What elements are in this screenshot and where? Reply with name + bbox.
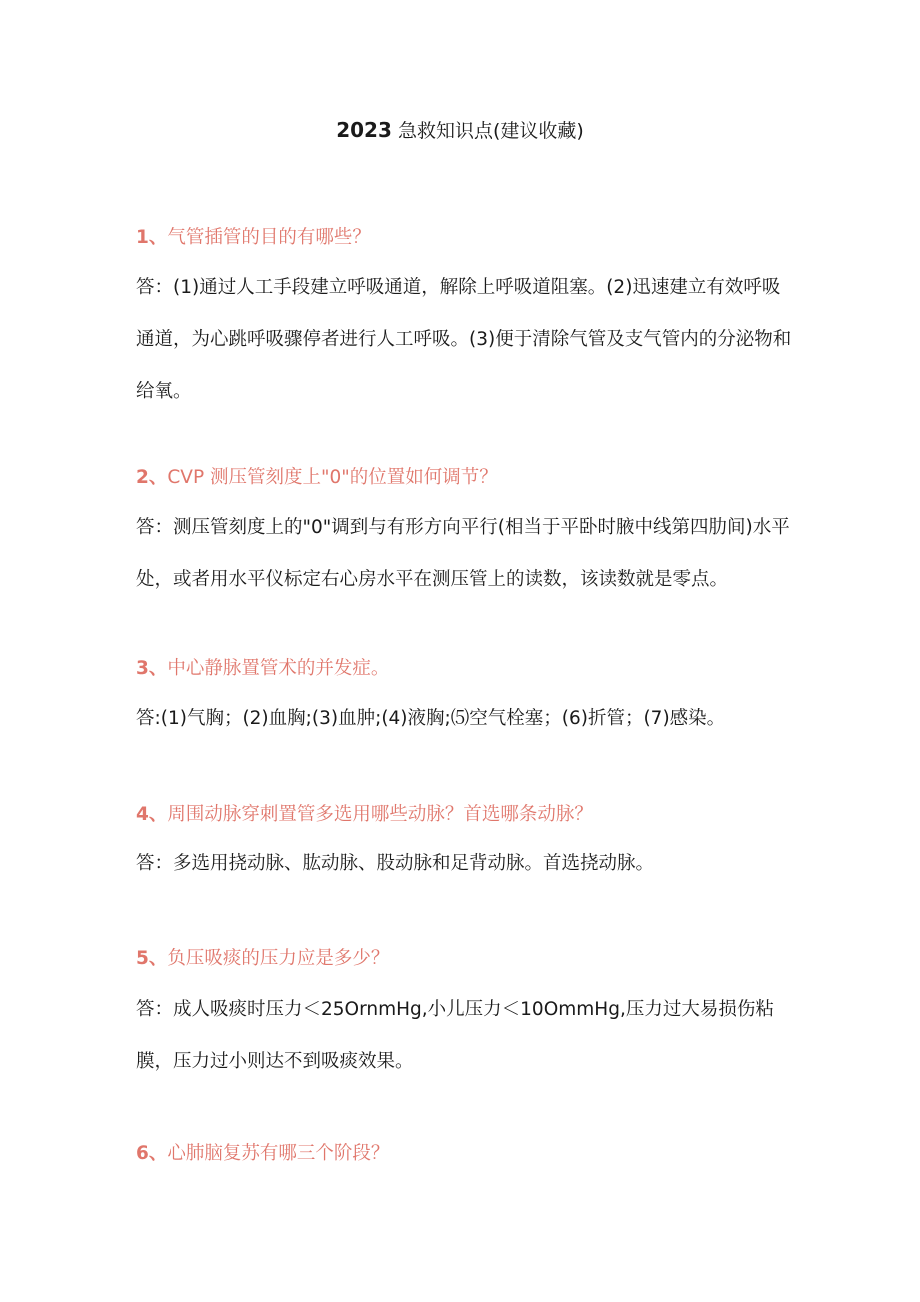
answer-line: 答：多选用挠动脉、肱动脉、股动脉和足背动脉。首选挠动脉。 (136, 853, 655, 874)
document-title (0, 117, 920, 144)
question-number: 1、 (136, 227, 168, 248)
question-text: 中心静脉置管术的并发症。 (167, 658, 390, 679)
question-text: CVP 测压管刻度上"0"的位置如何调节？ (167, 467, 498, 488)
answer-3 (136, 693, 788, 745)
question-text: 心肺脑复苏有哪三个阶段？ (167, 1143, 390, 1164)
question-2 (136, 465, 498, 491)
question-number: 3、 (136, 658, 168, 679)
answer-line: 答：测压管刻度上的"0"调到与有形方向平行(相当于平卧时腋中线第四肋间)水平 (136, 517, 790, 538)
answer-4 (136, 838, 788, 890)
question-1 (136, 225, 371, 251)
question-3 (136, 656, 389, 682)
answer-line: 答：成人吸痰时压力＜25OrnmHg,小儿压力＜10OmmHg,压力过大易损伤粘 (136, 999, 774, 1020)
question-5 (136, 946, 389, 972)
answer-line: 答:(1)气胸；(2)血胸;(3)血肿;(4)液胸;⑸空气栓塞；(6)折管；(7)感染。 (136, 708, 726, 729)
answer-line: 通道，为心跳呼吸骤停者进行人工呼吸。(3)便于清除气管及支气管内的分泌物和 (136, 329, 792, 350)
title-text: 急救知识点(建议收藏) (397, 120, 584, 142)
question-number: 2、 (136, 467, 168, 488)
question-number: 6、 (136, 1143, 168, 1164)
question-text: 负压吸痰的压力应是多少？ (167, 948, 390, 969)
answer-line: 答：(1)通过人工手段建立呼吸通道，解除上呼吸道阻塞。(2)迅速建立有效呼吸 (136, 277, 781, 298)
question-6 (136, 1141, 389, 1167)
question-text: 气管插管的目的有哪些？ (167, 227, 371, 248)
answer-line: 给氧。 (136, 381, 192, 402)
answer-5 (136, 984, 788, 1088)
question-4 (136, 802, 593, 828)
answer-1 (136, 262, 792, 418)
answer-line: 膜，压力过小则达不到吸痰效果。 (136, 1051, 414, 1072)
question-number: 5、 (136, 948, 168, 969)
question-text: 周围动脉穿刺置管多选用哪些动脉？首选哪条动脉？ (167, 804, 593, 825)
title-year: 2023 (336, 118, 392, 142)
answer-2 (136, 502, 788, 606)
question-number: 4、 (136, 804, 168, 825)
answer-line: 处，或者用水平仪标定右心房水平在测压管上的读数，该读数就是零点。 (136, 569, 729, 590)
